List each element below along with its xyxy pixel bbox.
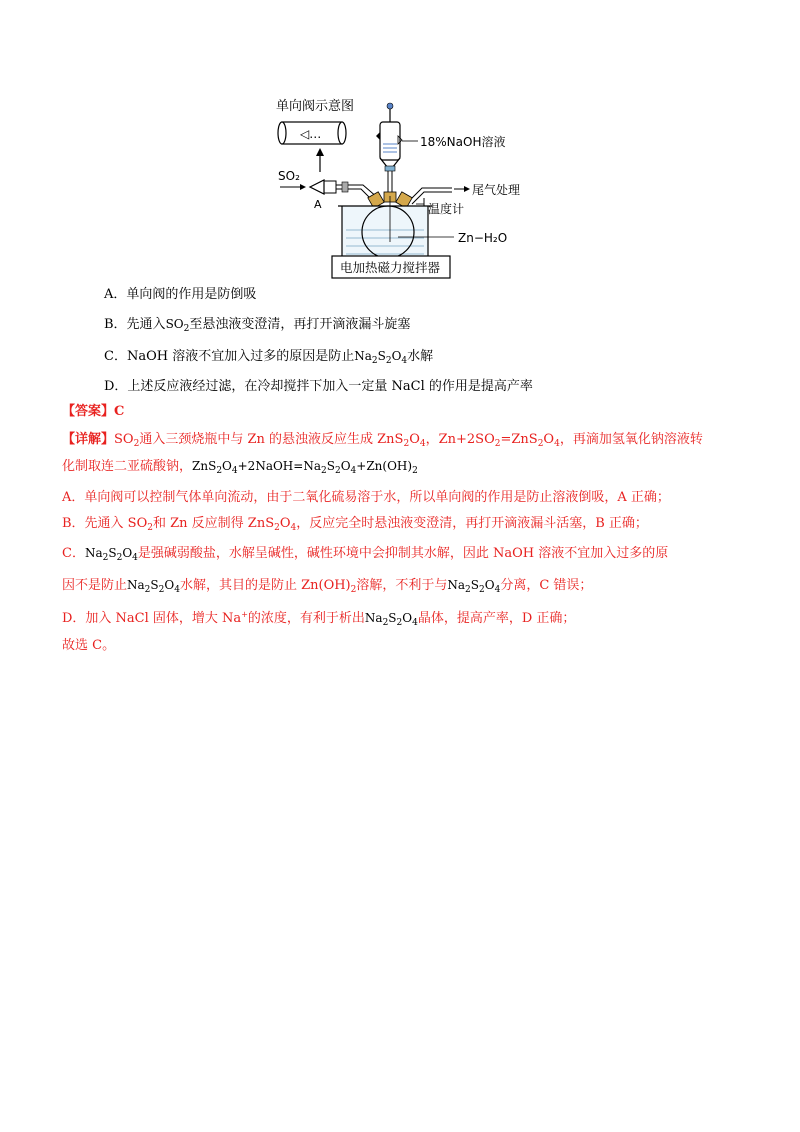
na2s2o4-formula: $Na_2S_2O_4$: [364, 611, 418, 628]
detail-line-d: D．加入 NaCl 固体，增大 Na+的浓度，有利于析出$Na_2S_2O_4$晶体，提高产率，D 正确；: [62, 610, 576, 628]
na2s2o4-formula: $Na_2S_2O_4$: [354, 349, 408, 366]
detail-line-1: 【详解】$SO_2$通入三颈烧瓶中与 Zn 的悬浊液反应生成 $ZnS_2O_4$，$Zn+2SO_2=ZnS_2O_4$，再滴加氢氧化钠溶液转: [62, 432, 703, 449]
point-a-label: A: [314, 198, 322, 211]
detail-line-conclusion: 故选 C。: [62, 638, 116, 653]
naoh-label: 18%NaOH溶液: [420, 135, 506, 149]
thermometer-label: 温度计: [428, 202, 465, 216]
detail-line-a: A．单向阀可以控制气体单向流动，由于二氧化硫易溶于水，所以单向阀的作用是防止溶液倒吸，A 正确；: [62, 490, 670, 505]
option-c: C．NaOH 溶液不宜加入过多的原因是防止$Na_2S_2O_4$水解: [104, 349, 434, 366]
answer-line: 【答案】C: [62, 404, 125, 419]
option-b: B．先通入$SO_2$至悬浊液变澄清，再打开滴液漏斗旋塞: [104, 317, 411, 334]
option-a: A．单向阀的作用是防倒吸: [104, 287, 257, 302]
exhaust-label: 尾气处理: [472, 183, 521, 197]
one-way-valve-diagram: [278, 122, 346, 144]
stirrer-label: 电加热磁力搅拌器: [340, 260, 441, 275]
detail-line-c1: C．$Na_2S_2O_4$是强碱弱酸盐，水解呈碱性，碱性环境中会抑制其水解，因此 NaOH 溶液不宜加入过多的原: [62, 546, 669, 563]
apparatus-figure: [268, 92, 538, 280]
reaction-equation: $ZnS_2O_4+2NaOH=Na_2S_2O_4+Zn(OH)_2$: [192, 459, 418, 476]
mixture-label: Zn−H₂O: [458, 231, 508, 245]
na2s2o4-formula: $Na_2S_2O_4$: [84, 546, 138, 563]
valve-symbol: ◁…: [300, 127, 322, 141]
dropping-funnel: [376, 103, 402, 196]
na2s2o4-formula: $Na_2S_2O_4$: [127, 578, 180, 595]
water-bath: [338, 206, 432, 262]
detail-line-2: 化制取连二亚硫酸钠，$ZnS_2O_4+2NaOH=Na_2S_2O_4+Zn(OH)_2$: [62, 459, 418, 476]
detail-line-c2: 因不是防止$Na_2S_2O_4$水解，其目的是防止 $Zn(OH)_2$溶解，不利于与$Na_2S_2O_4$分离，C 错误；: [62, 578, 593, 595]
na2s2o4-formula: $Na_2S_2O_4$: [447, 578, 501, 595]
valve-caption: 单向阀示意图: [276, 99, 355, 114]
option-d: D．上述反应液经过滤，在冷却搅拌下加入一定量 NaCl 的作用是提高产率: [104, 379, 533, 394]
detail-line-b: B．先通入 $SO_2$和 Zn 反应制得 $ZnS_2O_4$，反应完全时悬浊液变澄清，再打开滴液漏斗活塞，B 正确；: [62, 516, 648, 533]
so2-formula: $SO_2$: [165, 317, 190, 334]
so2-label: SO₂: [278, 169, 300, 183]
